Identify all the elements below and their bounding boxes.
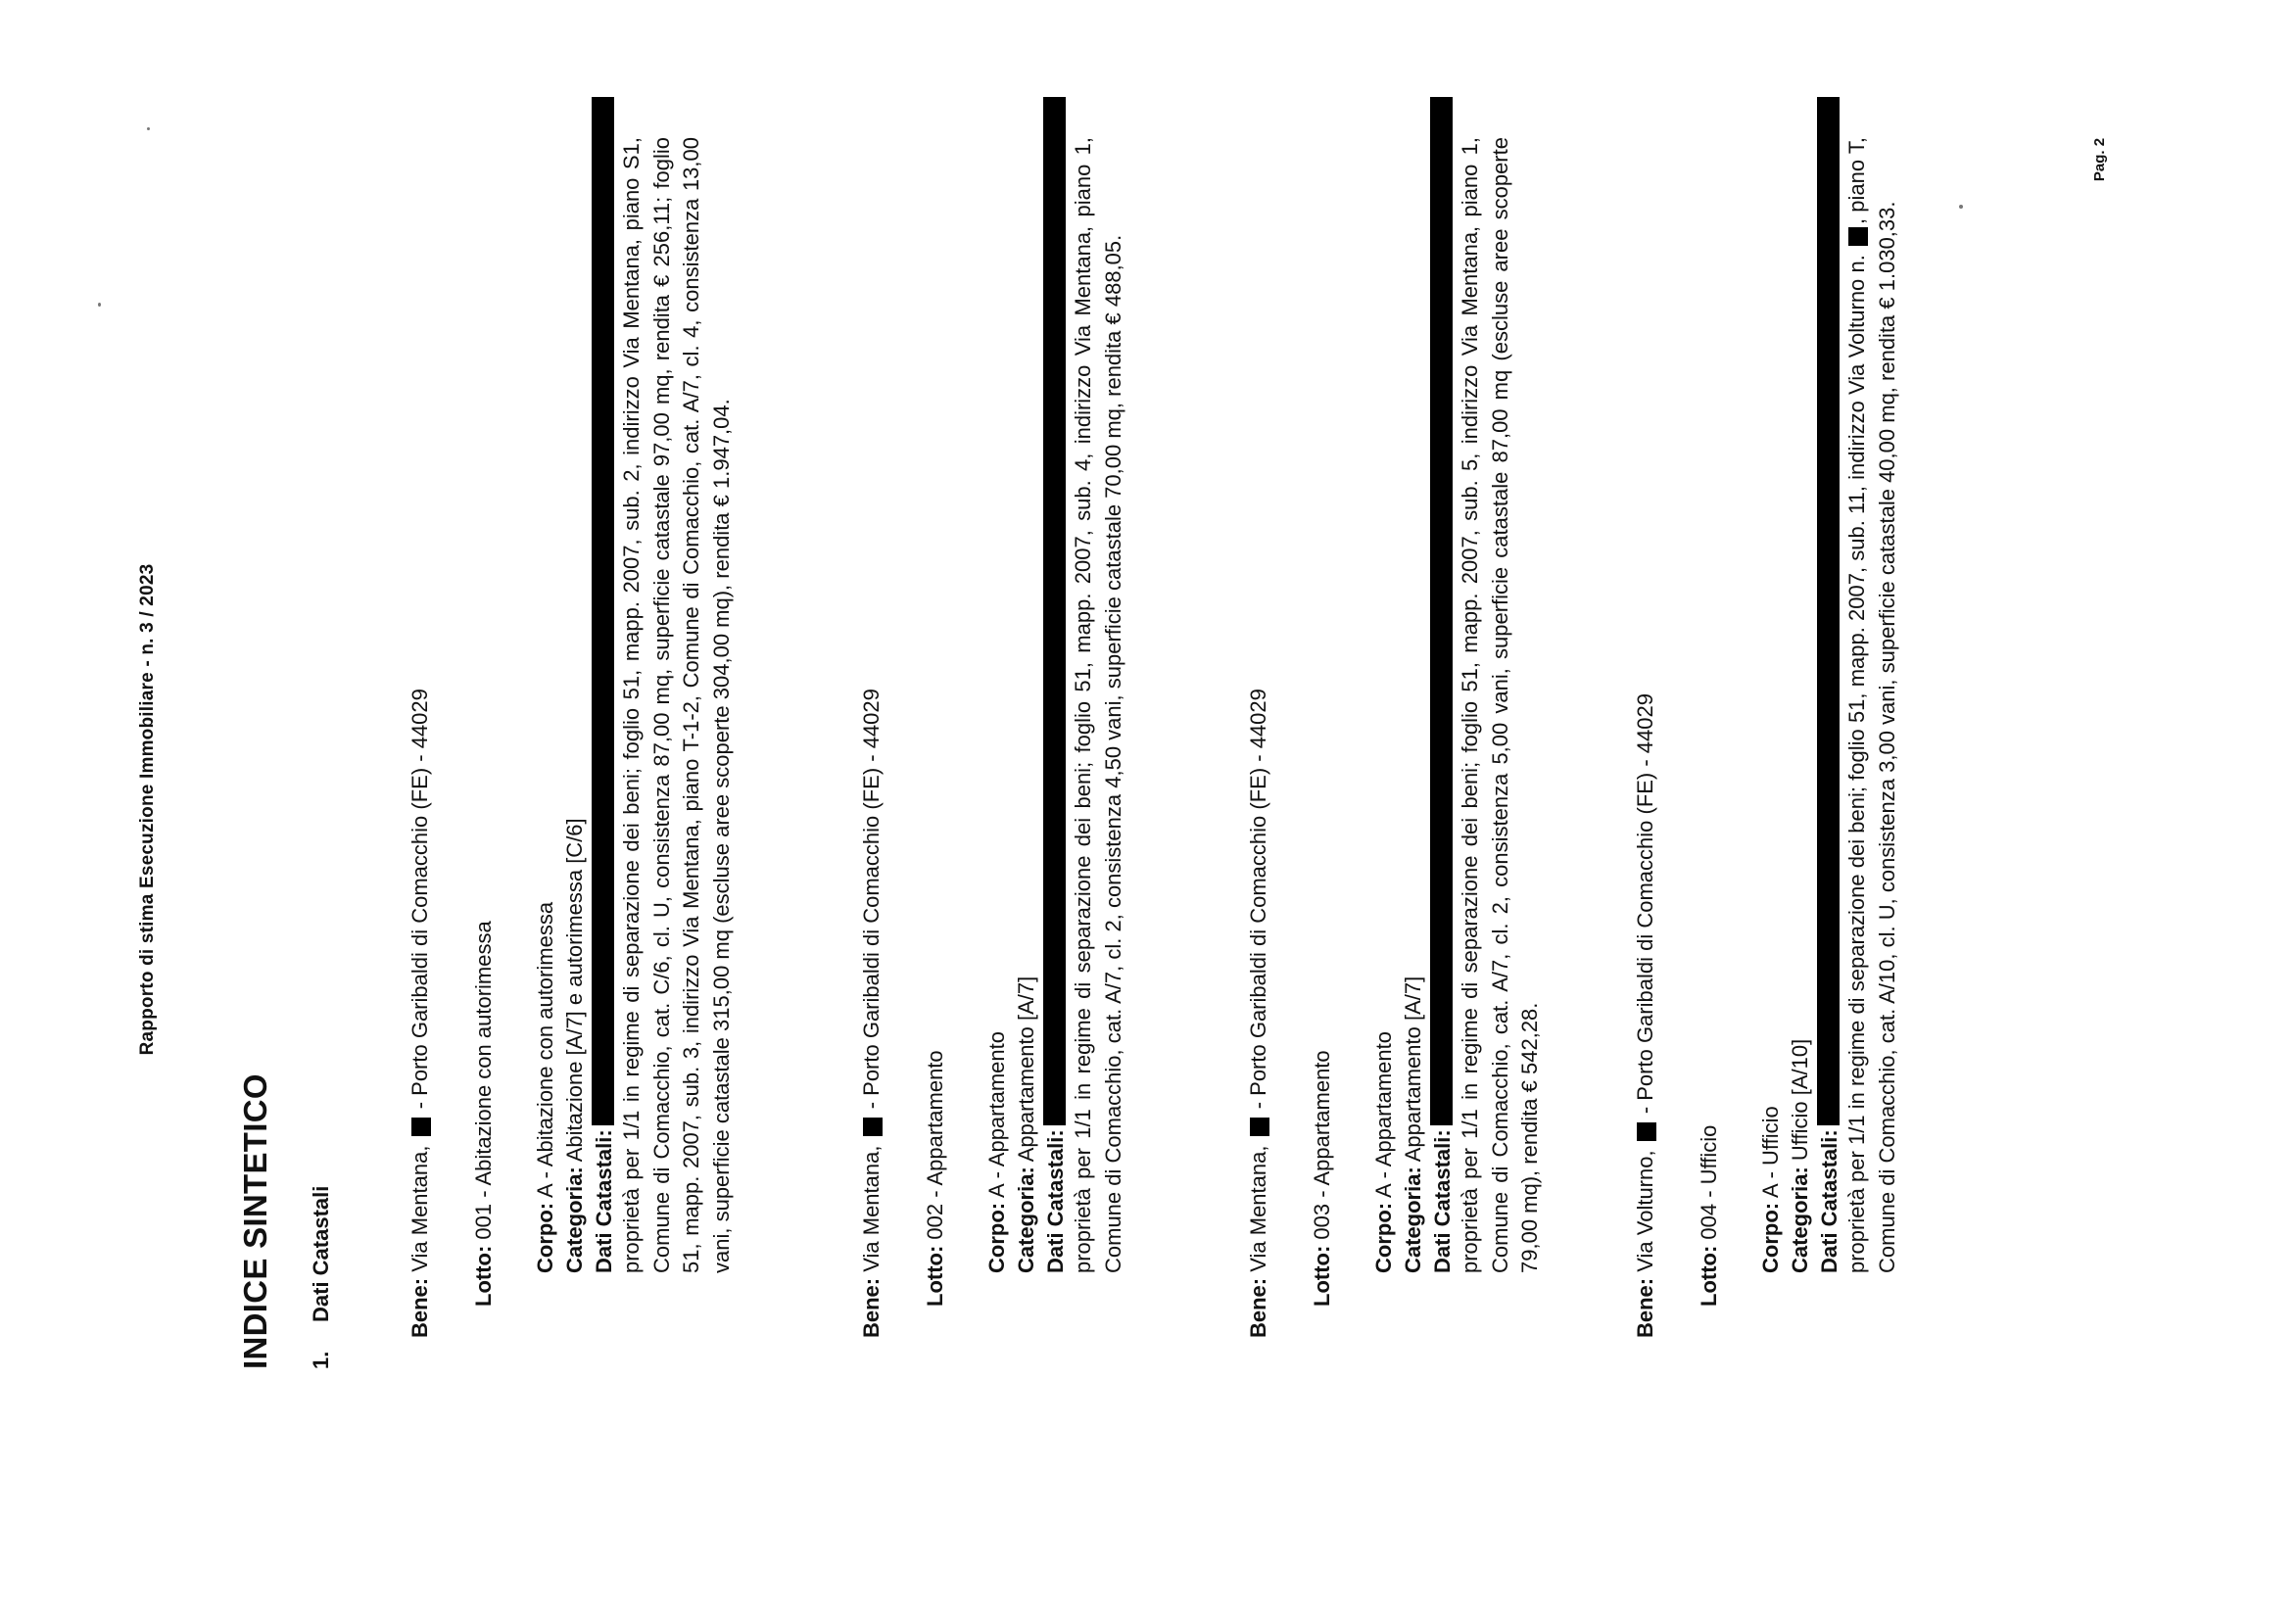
redaction-block — [1637, 1122, 1656, 1141]
dati-catastali-text: proprietà per 1/1 in regime di separazione dei beni; foglio 51, mapp. 2007, sub. 2, indirizzo Via Mentana, piano S1, Comune di Comacchio, cat. C/6, cl. U, consistenza 87,00 mq, superficie catastale 97,00 mq, rendita € 256,11; foglio 51, mapp. 2007, sub. 3, indirizzo Via Mentana, piano T-1-2, Comune di Comacchio, cat. A/7, cl. 4, consistenza 13,00 vani, superficie catastale 315,00 mq (escluse aree scoperte 304,00 mq), rendita € 1.947,04. — [619, 137, 734, 1273]
categoria-value: Appartamento [A/7] — [1014, 976, 1038, 1167]
categoria-line — [1012, 976, 1041, 1273]
lotto-value: 003 - Appartamento — [1310, 1050, 1334, 1246]
corpo-label: Corpo: — [984, 1202, 1009, 1273]
categoria-value: Abitazione [A/7] e autorimessa [C/6] — [562, 818, 587, 1167]
dati-catastali-label: Dati Catastali: — [1430, 1129, 1455, 1273]
lotto-value: 004 - Ufficio — [1697, 1124, 1721, 1246]
lotto-line — [1308, 1050, 1337, 1307]
categoria-label: Categoria: — [562, 1167, 587, 1273]
categoria-line — [1399, 976, 1428, 1273]
lotto-label: Lotto: — [1697, 1245, 1721, 1307]
scan-speck — [98, 303, 101, 307]
bene-location: - Porto Garibaldi di Comacchio (FE) - 44029 — [859, 689, 884, 1116]
dati-catastali-text-part: proprietà per 1/1 in regime di separazione dei beni; foglio 51, mapp. 2007, sub. 11, indirizzo Via Volturno n. — [1844, 249, 1869, 1273]
lotto-line — [1695, 1125, 1724, 1307]
corpo-line — [1369, 1031, 1399, 1273]
categoria-value: Appartamento [A/7] — [1401, 976, 1425, 1167]
bene-street: Via Volturno, — [1633, 1144, 1657, 1278]
categoria-label: Categoria: — [1401, 1167, 1425, 1273]
scan-speck — [1959, 205, 1963, 209]
corpo-value: A - Appartamento — [984, 1031, 1009, 1203]
dati-catastali-label: Dati Catastali: — [1043, 1129, 1068, 1273]
corpo-value: A - Appartamento — [1371, 1031, 1396, 1203]
categoria-label: Categoria: — [1014, 1167, 1038, 1273]
corpo-label: Corpo: — [1758, 1202, 1783, 1273]
lotto-value: 001 - Abitazione con autorimessa — [471, 921, 496, 1246]
categoria-value: Ufficio [A/10] — [1788, 1038, 1812, 1167]
dati-catastali-label: Dati Catastali: — [592, 1129, 616, 1273]
dati-catastali-line — [590, 97, 619, 1273]
categoria-label: Categoria: — [1788, 1167, 1812, 1273]
corpo-label: Corpo: — [1371, 1202, 1396, 1273]
dati-catastali-label: Dati Catastali: — [1817, 1129, 1842, 1273]
categoria-line — [560, 818, 590, 1273]
bene-label: Bene: — [1246, 1277, 1270, 1338]
bene-label: Bene: — [859, 1277, 884, 1338]
section-number: 1. — [309, 1351, 333, 1369]
page-title: INDICE SINTETICO — [237, 1073, 273, 1369]
section-heading — [309, 1186, 334, 1369]
dati-catastali-text-part: , piano T, Comune di Comacchio, cat. A/10, cl. U, consistenza 3,00 vani, superficie catastale 40,00 mq, rendita € 1.030,33. — [1844, 137, 1899, 1273]
redaction-block — [411, 1118, 431, 1136]
bene-label: Bene: — [407, 1277, 432, 1338]
dati-catastali-text: proprietà per 1/1 in regime di separazione dei beni; foglio 51, mapp. 2007, sub. 4, indirizzo Via Mentana, piano 1, Comune di Comacchio, cat. A/7, cl. 2, consistenza 4,50 vani, superficie catastale 70,00 mq, rendita € 488,05. — [1071, 137, 1125, 1273]
bene-location: - Porto Garibaldi di Comacchio (FE) - 44029 — [407, 689, 432, 1116]
dati-catastali-text: proprietà per 1/1 in regime di separazione dei beni; foglio 51, mapp. 2007, sub. 5, indirizzo Via Mentana, piano 1, Comune di Comacchio, cat. A/7, cl. 2, consistenza 5,00 vani, superficie catastale 87,00 mq (escluse aree scoperte 79,00 mq), rendita € 542,28. — [1458, 137, 1542, 1273]
redaction-bar — [1043, 97, 1066, 1125]
bene-line — [857, 689, 886, 1338]
redaction-bar — [592, 97, 614, 1125]
corpo-value: A - Ufficio — [1758, 1106, 1783, 1203]
corpo-value: A - Abitazione con autorimessa — [533, 901, 557, 1203]
redaction-block — [863, 1118, 883, 1136]
bene-street: Via Mentana, — [859, 1139, 884, 1278]
lotto-line — [469, 921, 499, 1307]
bene-line — [1244, 689, 1273, 1338]
redaction-bar — [1817, 97, 1840, 1125]
dati-catastali-text — [1842, 137, 1902, 1273]
redaction-block — [1250, 1118, 1269, 1136]
bene-line — [1631, 693, 1660, 1338]
corpo-line — [982, 1031, 1012, 1273]
bene-line — [406, 689, 435, 1338]
bene-location: - Porto Garibaldi di Comacchio (FE) - 44029 — [1246, 689, 1270, 1116]
bene-location: - Porto Garibaldi di Comacchio (FE) - 44029 — [1633, 693, 1657, 1120]
bene-street: Via Mentana, — [1246, 1139, 1270, 1278]
bene-street: Via Mentana, — [407, 1139, 432, 1278]
page-number: Pag. 2 — [2091, 137, 2108, 182]
categoria-line — [1786, 1039, 1815, 1273]
corpo-label: Corpo: — [533, 1202, 557, 1273]
scan-speck — [147, 127, 150, 130]
dati-catastali-line — [1041, 97, 1071, 1273]
lotto-line — [921, 1050, 950, 1307]
lotto-label: Lotto: — [471, 1245, 496, 1307]
corpo-line — [1756, 1106, 1786, 1273]
page-header: Rapporto di stima Esecuzione Immobiliare - n. 3 / 2023 — [137, 563, 158, 1056]
redaction-bar — [1430, 97, 1453, 1125]
section-title: Dati Catastali — [309, 1185, 333, 1322]
bene-label: Bene: — [1633, 1277, 1657, 1338]
redaction-block — [1848, 227, 1868, 246]
lotto-value: 002 - Appartamento — [923, 1050, 947, 1246]
lotto-label: Lotto: — [923, 1245, 947, 1307]
dati-catastali-line — [1428, 97, 1458, 1273]
lotto-label: Lotto: — [1310, 1245, 1334, 1307]
dati-catastali-line — [1815, 97, 1844, 1273]
corpo-line — [531, 902, 560, 1273]
